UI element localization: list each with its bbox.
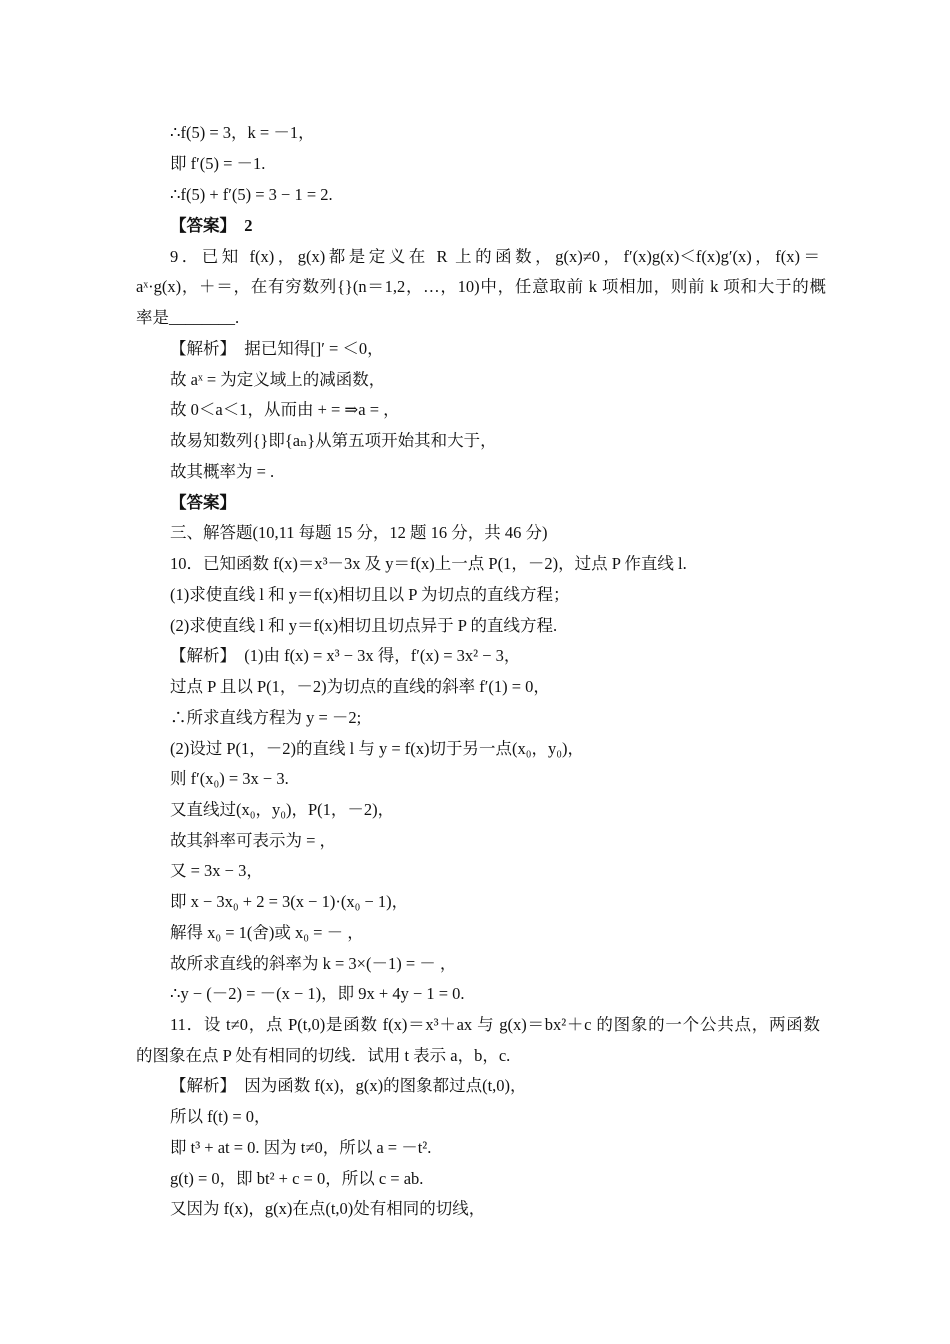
text-line: 所以 f(t) = 0， (170, 1107, 271, 1126)
answer-label: 【答案】 (170, 493, 236, 512)
text-line: 又因为 f(x)，g(x)在点(t,0)处有相同的切线， (170, 1199, 486, 1218)
text-line: 故 aˣ = 为定义域上的减函数， (170, 370, 386, 389)
text-line: ∴f(5) = 3，k = －1， (170, 123, 315, 142)
analysis-line: 【解析】 因为函数 f(x)，g(x)的图象都过点(t,0)， (170, 1076, 527, 1095)
question-9-line-3: 率是________. (136, 308, 240, 327)
text-line: (2)设过 P(1，－2)的直线 l 与 y = f(x)切于另一点(x₀，y₀)， (170, 739, 585, 758)
text-line: g(t) = 0，即 bt² + c = 0，所以 c = ab. (170, 1169, 424, 1188)
text-line: 故其斜率可表示为 = ， (170, 831, 337, 850)
text-line: 又直线过(x₀，y₀)，P(1，－2)， (170, 800, 395, 819)
text-line: 则 f′(x₀) = 3x − 3. (170, 769, 289, 788)
analysis-line: 【解析】 据已知得[]′ = ＜0， (170, 339, 384, 358)
text-line: 故 0＜a＜1，从而由 + = ⇒a = ， (170, 400, 400, 419)
text-line: 过点 P 且以 P(1，－2)为切点的直线的斜率 f′(1) = 0， (170, 677, 550, 696)
section-heading: 三、解答题(10,11 每题 15 分，12 题 16 分，共 46 分) (170, 523, 548, 542)
text-line: ∴所求直线方程为 y = －2; (170, 708, 362, 727)
question-10: 10．已知函数 f(x)＝x³－3x 及 y＝f(x)上一点 P(1，－2)，过点 P 作直线 l. (170, 554, 687, 573)
question-9-line-2: aˣ·g(x)，＋＝，在有穷数列{}(n＝1,2，…，10)中，任意取前 k 项相加，则前 k 项和大于的概 (136, 277, 826, 296)
text-line: 故所求直线的斜率为 k = 3×(－1) = － ， (170, 954, 457, 973)
text-line: 即 x − 3x₀ + 2 = 3(x − 1)·(x₀ − 1)， (170, 892, 409, 911)
question-11-line-2: 的图象在点 P 处有相同的切线．试用 t 表示 a，b，c. (136, 1046, 511, 1065)
text-line: 又 = 3x − 3， (170, 861, 263, 880)
analysis-line: 【解析】 (1)由 f(x) = x³ − 3x 得，f′(x) = 3x² − 3， (170, 646, 521, 665)
text-line: 解得 x₀ = 1(舍)或 x₀ = － ， (170, 923, 364, 942)
question-10-part-2: (2)求使直线 l 和 y＝f(x)相切且切点异于 P 的直线方程. (170, 616, 558, 635)
text-line: 故易知数列{}即{aₙ}从第五项开始其和大于， (170, 431, 497, 450)
text-line: ∴f(5) + f′(5) = 3 − 1 = 2. (170, 185, 333, 204)
question-11-line-1: 11．设 t≠0，点 P(t,0)是函数 f(x)＝x³＋ax 与 g(x)＝bx²＋c 的图象的一个公共点，两函数 (170, 1015, 820, 1034)
question-10-part-1: (1)求使直线 l 和 y＝f(x)相切且以 P 为切点的直线方程； (170, 585, 570, 604)
text-line: ∴y − (－2) = －(x − 1)，即 9x + 4y − 1 = 0. (170, 984, 465, 1003)
text-line: 即 t³ + at = 0. 因为 t≠0，所以 a = －t². (170, 1138, 432, 1157)
question-9-line-1: 9．已知 f(x)，g(x)都是定义在 R 上的函数，g(x)≠0，f′(x)g(x)＜f(x)g′(x)，f(x)＝ (170, 247, 820, 266)
text-line: 故其概率为 = . (170, 462, 275, 481)
text-line: 即 f′(5) = －1. (170, 154, 266, 173)
answer-label: 【答案】 2 (170, 216, 253, 235)
